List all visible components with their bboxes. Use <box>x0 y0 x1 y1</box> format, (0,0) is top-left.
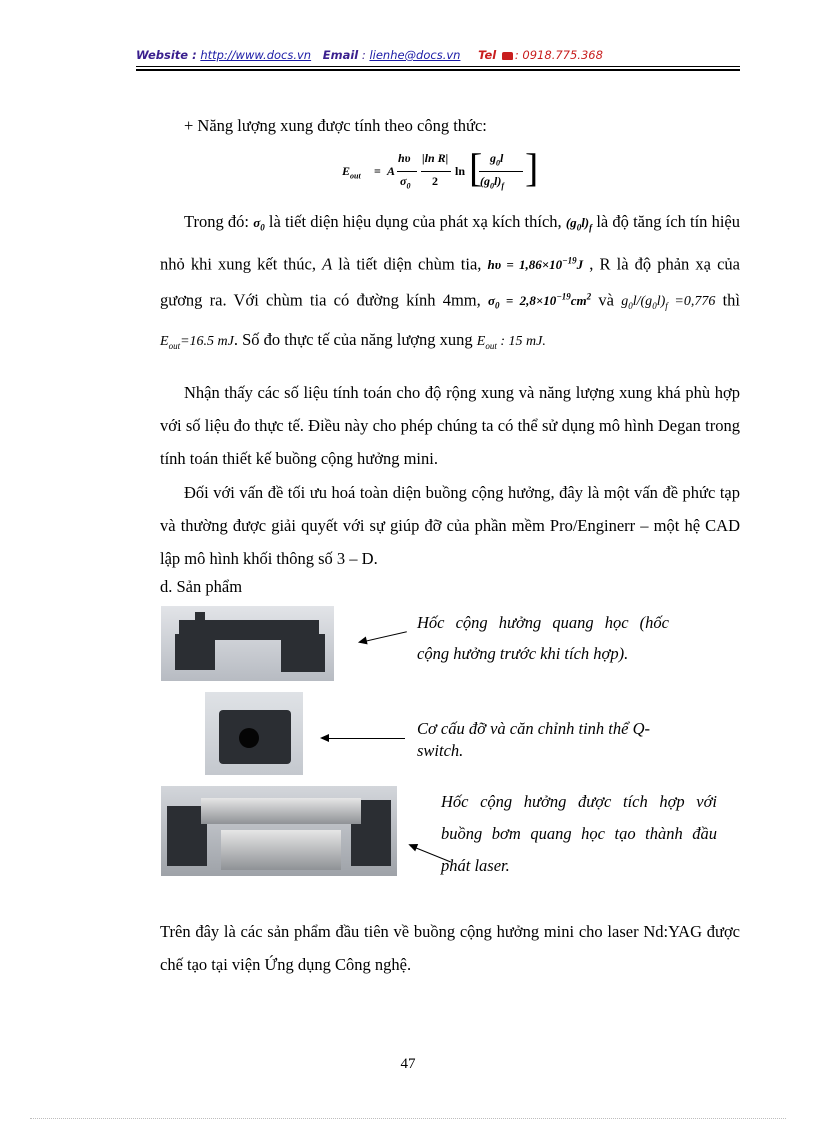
email-link[interactable]: lienhe@docs.vn <box>369 48 461 62</box>
paragraph-comparison-text: Nhận thấy các số liệu tính toán cho độ rộng xung và năng lượng xung khá phù hợp với số liệu đo thực tế. Điều này cho phép chúng ta có thể sử dụng mô hình Degan trong tính toán thiết kế buồng cộng hưởng mini. <box>160 383 740 468</box>
paragraph-conclusion <box>160 915 740 981</box>
formula-eq: = <box>374 164 381 178</box>
formula-frac3-num: $g_0l$ <box>490 151 504 168</box>
website-label: Website : <box>136 48 197 62</box>
paragraph-optimization <box>160 476 740 575</box>
laser-head-photo <box>161 786 397 876</box>
section-heading-products: d. Sản phẩm <box>160 577 243 596</box>
caption-qswitch: Cơ cấu đỡ và căn chỉnh tinh thể Q-switch. <box>417 719 650 760</box>
formula-ln: ln <box>455 164 466 178</box>
formula-coef: A <box>387 164 396 178</box>
page-header <box>136 48 740 68</box>
arrow-icon <box>360 631 407 643</box>
paragraph-definitions: Trong đó: $\sigma_0$ là tiết diện hiệu dụng của phát xạ kích thích, $(g_0l)_f$ là độ tăng ích tín hiệu nhỏ khi xung kết thúc, A là tiết diện chùm tia, $h\upsilon = 1,86\times 10^{-19}J$ , R là độ phản xạ của gương ra. Với chùm tia có đường kính 4mm, $\sigma_0 = 2,8\times 10^{-19}cm^2$ và $g_0l/(g_0l)_f =0,776$ thì $E_{out}=16.5$ mJ. Số đo thực tế của năng lượng xung $E_{out}$ : 15 mJ. <box>160 212 741 351</box>
tel-number: 0918.775.368 <box>522 48 603 62</box>
formula-frac1-num: hυ <box>398 151 411 165</box>
arrow-icon <box>322 738 405 739</box>
formula-frac2-den: 2 <box>432 174 438 188</box>
formula-frac1-den: $\sigma_0$ <box>400 174 411 191</box>
email-label: Email <box>322 48 359 62</box>
resonator-photo <box>161 606 334 681</box>
qswitch-mount-photo <box>205 692 303 775</box>
formula-frac2-num: |ln R| <box>422 151 449 165</box>
caption-resonator: Hốc cộng hưởng quang học (hốc cộng hưởng trước khi tích hợp). <box>417 613 669 663</box>
phone-icon <box>502 52 513 60</box>
paragraph-optimization-text: Đối với vấn đề tối ưu hoá toàn diện buồng cộng hưởng, đây là một vấn đề phức tạp và thường được giải quyết với sự giúp đỡ của phần mềm Pro/Enginerr – một hệ CAD lập mô hình khối thông số 3 – D. <box>160 483 740 568</box>
footer-rule <box>30 1118 786 1119</box>
email-sep: : <box>361 48 366 62</box>
paragraph-comparison <box>160 376 740 475</box>
header-rule-thick <box>136 69 740 71</box>
intro-line <box>160 109 740 142</box>
caption-laser-head: Hốc cộng hưởng được tích hợp với buồng bơm quang học tạo thành đầu phát laser. <box>441 792 717 875</box>
tel-sep: : <box>514 48 519 62</box>
formula-frac3-den: $(g_0l)_f$ <box>480 174 505 191</box>
energy-formula: $E_{out}$ = A hυ $\sigma_0$ |ln R| 2 ln [ $g_0l$ $(g_0l)_f$ ] <box>342 145 539 191</box>
formula-lhs: $E_{out}$ <box>342 164 361 181</box>
paragraph-conclusion-text: Trên đây là các sản phẩm đầu tiên về buồng cộng hưởng mini cho laser Nd:YAG được chế tạo tại viện Ứng dụng Công nghệ. <box>160 922 740 974</box>
page-number: 47 <box>400 1056 416 1072</box>
website-link[interactable]: http://www.docs.vn <box>200 48 312 62</box>
header-rule-thin <box>136 66 740 67</box>
tel-label: Tel <box>478 48 497 62</box>
intro-text: + Năng lượng xung được tính theo công thức: <box>184 116 487 135</box>
